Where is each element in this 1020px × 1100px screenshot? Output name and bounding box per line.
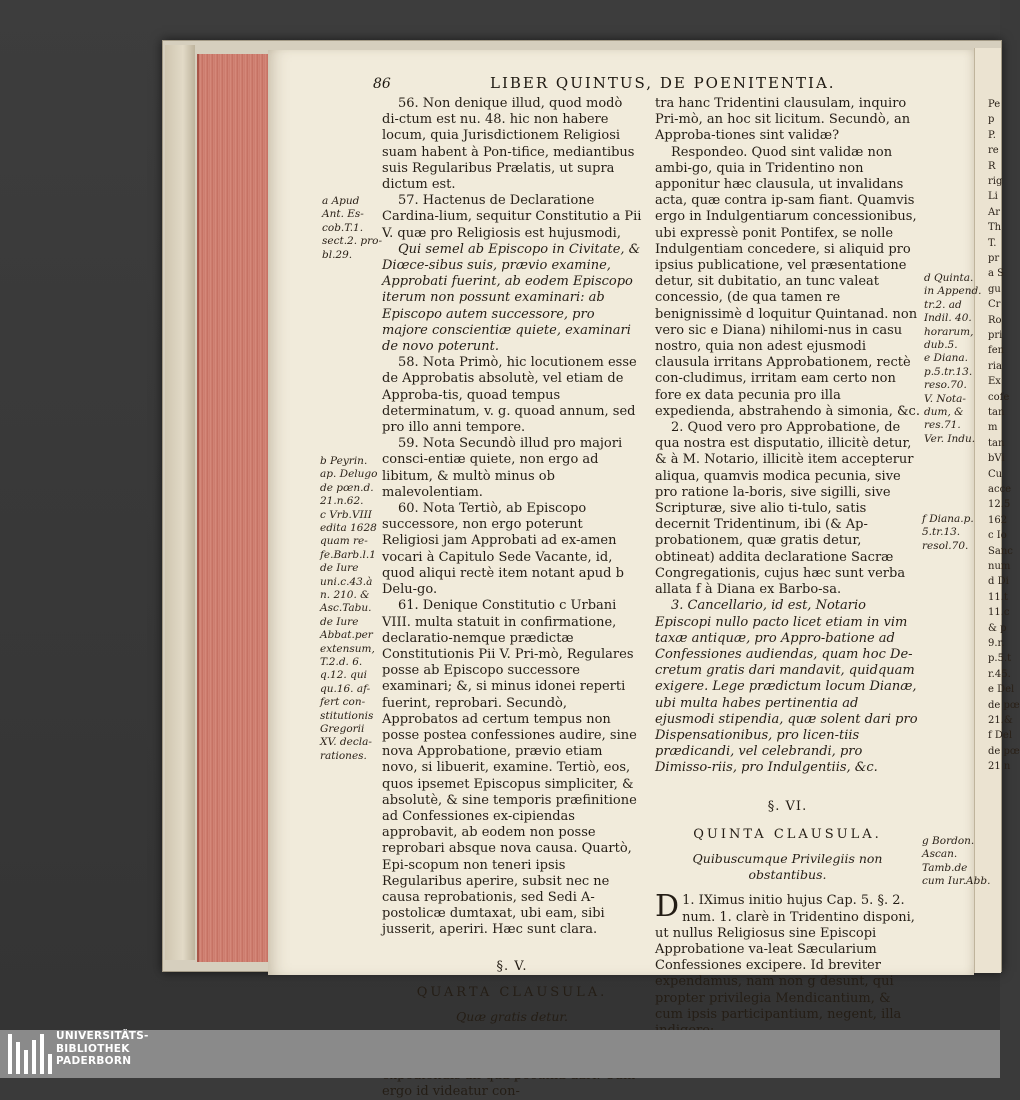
paragraph-3-cancellario: 3. Cancellario, id est, Notario Episcopi nullo pacto licet etiam in vim taxæ antiquæ, pro Appro-batione ad Confessiones audiendas, quam hoc De-cretum gratis dari mandavit, quidquam exigere. Lege prædictum locum Dianæ, ubi multa habes pertinentia ad ejusmodi stipendia, quæ solent dari pro Dispensationibus, pro licen-tiis prædicandi, vel celebrandi, pro Dimisso-riis, pro Indulgentiis, &c. — [655, 598, 918, 776]
next-page-fragment: de pœ — [988, 699, 1020, 711]
next-page-fragment: re — [988, 145, 999, 157]
margin-note-line: de Iure — [320, 615, 359, 628]
margin-note-line: Asc.Tabu. — [320, 602, 372, 615]
section-mark-vi: §. VI. — [767, 798, 808, 814]
library-logo-icon — [8, 1034, 54, 1074]
constitution-quote: Qui semel ab Episcopo in Civitate, & Diœce-sibus suis, prævio examine, Approbati fuerint, ab eodem Episcopo iterum non possunt examinari: ab Episcopo autem successore, pro majore conscientiæ quiete, examinari de novo poterunt. — [382, 241, 641, 355]
next-page-fragment: Sanc — [988, 545, 1013, 557]
margin-note-line: 21.n.62. — [320, 495, 364, 508]
clausula-title-quarta: QUARTA CLAUSULA. — [416, 984, 608, 1000]
next-page-fragment: p.5.t — [988, 653, 1012, 665]
next-page-fragment: bVi — [988, 453, 1005, 465]
margin-note-line: Abbat.per — [320, 629, 373, 642]
margin-note-line: Tamb.de — [922, 861, 968, 874]
paragraph-quarta-1-text: ergo id videatur con- — [382, 1083, 520, 1099]
next-page-fragment: 11.c — [988, 607, 1010, 619]
margin-note-line: extensum, — [320, 642, 375, 655]
margin-note-line: uni.c.43.à — [320, 575, 373, 588]
paragraph-continued: tra hanc Tridentini clausulam, inquiro Pri-mò, an hoc sit licitum. Secundò, an Approba-tiones sint validæ? — [655, 96, 911, 144]
next-page-fragment: Li — [988, 191, 998, 203]
library-name — [56, 1030, 149, 1068]
next-page-fragment: pri — [988, 330, 1003, 341]
margin-note-line: qu.16. af- — [320, 682, 371, 695]
margin-note-line: quam re- — [320, 535, 368, 548]
clausula-subtitle-quinta-2: obstantibus. — [748, 867, 827, 883]
next-page-fragment: Ro — [988, 314, 1002, 326]
next-page-fragment: Ar — [988, 206, 1001, 218]
paragraph-quinta-1-text: 1. IXimus initio hujus Cap. 5. §. 2. num. 1. clarè in Tridentino disponi, ut nullus Religiosus sine Episcopi Approbatione va-leat Sæcularium Confessiones excipere. Id breviter expendamus, nam non g desunt, qui propter privilegia Mendicantium, & cum ipsis participantium, negent, illa — [655, 893, 915, 1022]
paragraph-2: 2. Quod vero pro Approbatione, de qua nostra est disputatio, illicitè detur, & à M. Notario, illicitè item accepterur aliqua, quamvis modica pecunia, sive pro ratione la-boris, sive sigilli, sive Scripturæ, sive alio ti-tulo, satis decernit Tridentinum, ibi (& Ap-probationem, quæ gratis detur, obtineat) addita declaratione Sacræ Congregationis, cujus hæc sunt verba allata f à Diana ex Barbo-sa. — [655, 420, 914, 598]
margin-note-line: g Bordon. — [922, 835, 975, 847]
next-page-fragment: gu — [988, 283, 1001, 295]
clausula-title-quinta: QUINTA CLAUSULA. — [693, 826, 882, 842]
next-page-fragment: Ex — [988, 376, 1001, 388]
margin-note-line: tr.2. ad — [924, 298, 962, 311]
paragraph-57: 57. Hactenus de Declaratione Cardina-lium, sequitur Constitutio a Pii V. quæ pro Religiosis est hujusmodi, — [382, 193, 642, 241]
margin-note-line: fe.Barb.l.1 — [320, 548, 376, 561]
margin-note-line: sect.2. pro- — [322, 235, 383, 248]
margin-note-line: ap. Delugo — [320, 468, 378, 481]
footer-bar — [0, 1030, 1000, 1078]
next-page-fragment: Pe — [988, 99, 1001, 110]
margin-note-line: de pœn.d. — [320, 481, 374, 494]
next-page-fragment: Th — [988, 222, 1002, 234]
next-page-fragment: fen — [988, 345, 1005, 357]
next-page-fragment: d Di — [988, 576, 1009, 588]
margin-note-line: reso.70. — [924, 379, 967, 392]
next-page-fragment: num — [988, 561, 1011, 572]
margin-note-line: q.12. qui — [320, 669, 367, 682]
left-column — [382, 96, 642, 1100]
next-page-fragment: Cr — [988, 299, 1001, 311]
margin-note-line: Indil. 40. — [924, 312, 972, 325]
margin-note-line: n. 210. & — [320, 589, 370, 601]
margin-note-line: de Iure — [320, 562, 359, 575]
next-page-fragment: rig — [988, 176, 1003, 187]
next-page-fragment: 11.t — [988, 591, 1008, 603]
paragraph-56: 56. Non denique illud, quod modò di-ctum est nu. 48. hic non habere locum, quia Jurisdictionem Religiosi suam habent à Pon-tifice, mediantibus suis Regularibus Prælatis, ut supra dictum est. — [382, 96, 635, 193]
book-cover-edge — [165, 45, 195, 960]
next-page-fragment: ria — [988, 360, 1002, 372]
margin-note-line: Ver. Indu. — [924, 432, 976, 445]
margin-note-line: p.5.tr.13. — [924, 365, 973, 378]
margin-note-line: bl.29. — [322, 248, 353, 261]
next-page-fragment: tan — [988, 437, 1005, 449]
next-page-fragment: a S — [988, 268, 1004, 280]
margin-note-line: fert con- — [320, 696, 366, 709]
next-page-fragment: m — [988, 422, 998, 434]
margin-note-line: XV. decla- — [320, 736, 372, 749]
paragraph-58: 58. Nota Primò, hic locutionem esse de Approbatis absolutè, vel etiam de Approba-tis, quoad tempus determinatum, v. g. quoad annum, sed pro illo anni tempore. — [382, 355, 637, 436]
margin-note-line: resol.70. — [922, 539, 969, 552]
next-page-fragment: T. — [988, 237, 997, 249]
paragraph-59: 59. Nota Secundò illud pro majori consci-entiæ quiete, non ergo ad libitum, & multò minus ob malevolentiam. — [382, 436, 623, 500]
margin-note-line: T.2.d. 6. — [320, 656, 363, 668]
margin-note-line: d Quinta. — [924, 272, 974, 284]
margin-note-line: Ascan. — [922, 848, 958, 861]
margin-note-line: dum, & — [924, 406, 964, 418]
running-title: LIBER QUINTUS, DE POENITENTIA. — [490, 74, 836, 92]
margin-note-line: f Diana.p. — [922, 513, 974, 525]
clausula-subtitle-quinta-1: Quibuscumque Privilegiis non — [692, 850, 883, 866]
margin-note-line: in Append. — [924, 285, 982, 298]
next-page-fragment: p — [988, 114, 995, 126]
next-page-fragment: pr — [988, 253, 1000, 264]
margin-note-line: stitutionis — [320, 709, 374, 722]
next-page-fragment: R — [988, 160, 996, 172]
next-page-fragment: tan — [988, 407, 1005, 418]
section-mark-v: §. V. — [496, 958, 528, 974]
margin-note-line: cum Iur.Abb. — [922, 875, 991, 888]
margin-note-line: 5.tr.13. — [922, 526, 961, 539]
next-page-fragment: 12.5 — [988, 499, 1011, 511]
margin-note-line: Gregorii — [320, 723, 365, 735]
next-page-fragment: & p — [988, 622, 1007, 634]
margin-note-line: res.71. — [924, 419, 961, 432]
drop-cap-d: D — [655, 889, 680, 925]
paragraph-61: 61. Denique Constitutio c Urbani VIII. multa statuit in confirmatione, declaratio-nemque prædictæ Constitutionis Pii V. Pri-mò, Regulares posse ab Episcopo successore examinari; &, si minus idonei reperti fuerint, reprobari. Secundò, Approbatos ad certum tempus non posse postea confessiones audire, sine nova Approbatione, prævio etiam novo, si libuerit, examine. Tertiò, eos, quos ipsemet Episcopus simpliciter, & absolutè, & sine temporis præfinitione ad Confessiones ex-cipiendas approbavit, ab eodem non posse reprobari absque nova causa. Quartò, Epi-scopum non teneri ipsis Regularibus aperire, subsit nec ne causa reprobationis, sed Sedi A-postolicæ dumtaxat, ubi eam, sibi jusserit, aperiri. Hæc sunt clara. — [382, 598, 637, 938]
margin-note-line: cob.T.1. — [322, 221, 364, 234]
margin-note-line: dub.5. — [924, 339, 958, 351]
margin-note-line: horarum, — [924, 325, 974, 338]
paragraph-60: 60. Nota Tertiò, ab Episcopo successore, non ergo poterunt Religiosi jam Approbati ad ex-amen vocari à Capitulo Sede Vacante, id, quod aliqui rectè item notant apud b Delu-go. — [382, 501, 624, 598]
next-page-fragment: 21.& — [988, 715, 1013, 726]
paragraph-quinta-1 — [655, 889, 920, 1039]
next-page-fragment: acce — [988, 484, 1012, 495]
margin-note-line: c Vrb.VIII — [320, 508, 372, 521]
margin-note-line: rationes. — [320, 749, 367, 762]
margin-note-line: b Peyrin. — [320, 455, 368, 467]
next-page-fragment: e Del — [988, 684, 1015, 696]
next-page-fragment: Cu — [988, 468, 1003, 480]
next-page-edge — [974, 48, 1020, 973]
page-number: 86 — [373, 76, 391, 92]
margin-note-line: a Apud — [322, 195, 360, 207]
next-page-fragment: P. — [988, 129, 996, 141]
next-page-fragment: c Io — [988, 530, 1007, 542]
next-page-fragment: r.45. — [988, 668, 1011, 680]
margin-note-line: Ant. Es- — [322, 208, 364, 221]
next-page-fragment: cofe — [988, 391, 1010, 403]
margin-note-line: e Diana. — [924, 352, 968, 365]
margin-note-line: edita 1628 — [320, 522, 377, 534]
next-page-fragment: f Del — [988, 730, 1013, 742]
clausula-subtitle-quarta: Quæ gratis detur. — [456, 1008, 568, 1024]
next-page-fragment: 162 — [988, 514, 1008, 526]
next-page-fragment: 21 n — [988, 761, 1011, 773]
library-name-line2: BIBLIOTHEK — [56, 1042, 130, 1055]
library-name-line3: PADERBORN — [56, 1055, 132, 1067]
page-edges — [197, 54, 269, 962]
next-page-fragment: 9.r. — [988, 638, 1005, 649]
margin-note-line: V. Nota- — [924, 392, 966, 405]
right-column — [655, 96, 920, 1039]
paragraph-respondeo: Respondeo. Quod sint validæ non ambi-go, quia in Tridentino non apponitur hæc clausula, ut invalidans acta, quæ contra ip-sam fiant. Quamvis ergo in Indulgentiarum concessionibus, ubi expressè ponit Pontifex, se nolle Indulgentiam concedere, si aliquid pro ipsius publicatione, vel præsentatione detur, sit dubitatio, an tunc valeat concessio, (de qua tamen re benignissimè d loquitur Quintanad. non vero sic e Diana) nihilomi-nus in casu nostro, quia non adest ejusmodi clausula irritans Approbationem, rectè con-cludimus, irritam eam certo non fore ex data pecunia pro illa expedienda, abstrahendo à simonia, &c. — [655, 144, 920, 419]
library-name-line1: UNIVERSITÄTS- — [56, 1030, 149, 1042]
next-page-fragment: de pœ — [988, 745, 1020, 757]
